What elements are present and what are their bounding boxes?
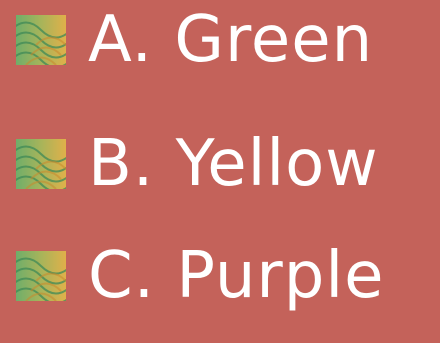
option-b[interactable] [16,124,379,204]
option-c[interactable] [16,236,385,316]
option-c-label: C. Purple [88,239,385,313]
option-a[interactable] [16,0,373,80]
patterned-square-bullet-icon [16,251,66,301]
option-b-label: B. Yellow [88,127,379,201]
patterned-square-bullet-icon [16,15,66,65]
patterned-square-bullet-icon [16,139,66,189]
option-a-label: A. Green [88,3,374,77]
